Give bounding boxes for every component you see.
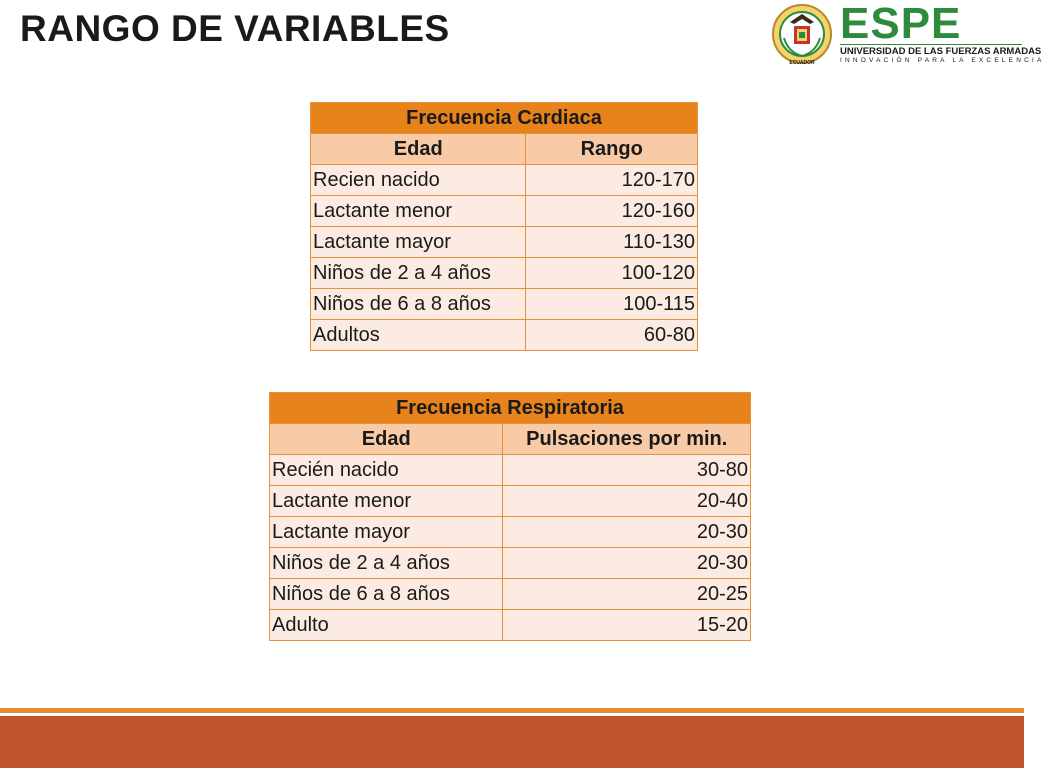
column-header-per-minute: Pulsaciones por min. [503, 424, 751, 455]
table-row [270, 517, 751, 548]
slide-title: RANGO DE VARIABLES [20, 8, 450, 49]
brand-motto: INNOVACIÓN PARA LA EXCELENCIA [840, 57, 1045, 64]
cell-age: Niños de 6 a 8 años [311, 289, 526, 320]
cell-value: 20-40 [503, 486, 751, 517]
footer-accent-line [0, 708, 1024, 713]
table-row [270, 579, 751, 610]
cell-age: Lactante menor [270, 486, 503, 517]
column-header-age: Edad [311, 134, 526, 165]
column-header-range: Rango [526, 134, 698, 165]
cell-age: Recién nacido [270, 455, 503, 486]
table-row [270, 610, 751, 641]
cell-value: 20-30 [503, 517, 751, 548]
cell-range: 100-120 [526, 258, 698, 289]
cell-value: 30-80 [503, 455, 751, 486]
brand-wordmark: ESPE [840, 0, 962, 48]
table-header-row [270, 424, 751, 455]
table-row [311, 258, 698, 289]
cell-age: Niños de 2 a 4 años [311, 258, 526, 289]
table-caption: Frecuencia Cardiaca [311, 103, 698, 134]
table-row [311, 196, 698, 227]
cell-age: Adulto [270, 610, 503, 641]
table-row [270, 486, 751, 517]
espe-logo [770, 0, 1045, 66]
cell-range: 100-115 [526, 289, 698, 320]
table-header-row [311, 134, 698, 165]
cell-age: Adultos [311, 320, 526, 351]
brand-subtitle: UNIVERSIDAD DE LAS FUERZAS ARMADAS [840, 46, 1042, 57]
table-row [311, 320, 698, 351]
cell-age: Lactante menor [311, 196, 526, 227]
table-row [311, 289, 698, 320]
university-seal-icon [770, 2, 834, 66]
cell-value: 20-25 [503, 579, 751, 610]
cell-range: 60-80 [526, 320, 698, 351]
cell-age: Recien nacido [311, 165, 526, 196]
table-row [311, 227, 698, 258]
column-header-age: Edad [270, 424, 503, 455]
heart-rate-table [310, 102, 698, 351]
respiratory-rate-table [269, 392, 751, 641]
cell-age: Niños de 2 a 4 años [270, 548, 503, 579]
cell-age: Lactante mayor [311, 227, 526, 258]
cell-range: 120-170 [526, 165, 698, 196]
table-row [311, 165, 698, 196]
cell-age: Niños de 6 a 8 años [270, 579, 503, 610]
table-row [270, 455, 751, 486]
cell-age: Lactante mayor [270, 517, 503, 548]
cell-value: 20-30 [503, 548, 751, 579]
footer-bar [0, 716, 1024, 768]
table-caption-row [270, 393, 751, 424]
cell-value: 15-20 [503, 610, 751, 641]
table-caption: Frecuencia Respiratoria [270, 393, 751, 424]
table-row [270, 548, 751, 579]
cell-range: 110-130 [526, 227, 698, 258]
seal-caption: ECUADOR [789, 60, 815, 66]
cell-range: 120-160 [526, 196, 698, 227]
table-caption-row [311, 103, 698, 134]
